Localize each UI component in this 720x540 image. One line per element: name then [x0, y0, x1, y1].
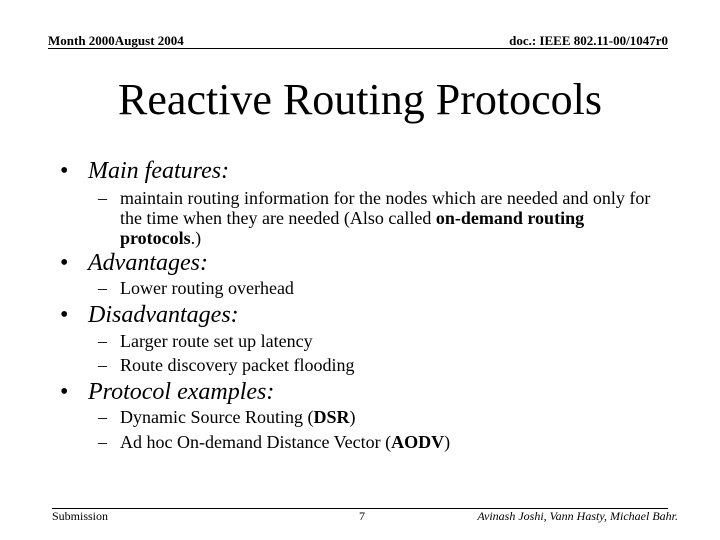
- bullet-main-features: [60, 157, 229, 185]
- sub-item-text: [120, 432, 658, 452]
- sub-item-text: [120, 407, 658, 427]
- bullet-dot-icon: •: [60, 379, 69, 405]
- bullet-heading: Disadvantages:: [88, 302, 239, 328]
- dash-icon: –: [98, 278, 107, 298]
- slide-title: Reactive Routing Protocols: [118, 75, 602, 124]
- sub-item-text-bold: AODV: [391, 432, 445, 452]
- bullet-advantages: [60, 249, 208, 277]
- sub-item-text-plain: Dynamic Source Routing (: [120, 407, 314, 427]
- sub-item-text-bold: DSR: [313, 407, 350, 427]
- sub-item-text-suffix: ): [444, 432, 451, 452]
- sub-item-disadvantages-2: [98, 355, 658, 375]
- header-doc-id: doc.: IEEE 802.11-00/1047r0: [509, 33, 668, 48]
- sub-item-protocol-aodv: [98, 432, 658, 452]
- sub-item-text: Route discovery packet flooding: [120, 355, 355, 375]
- sub-item-text-suffix: .): [190, 228, 202, 248]
- bullet-heading: Advantages:: [88, 250, 208, 276]
- sub-item-text-bold: on-demand routing protocols: [120, 208, 585, 248]
- bullet-dot-icon: •: [60, 302, 69, 328]
- sub-item-text: Larger route set up latency: [120, 331, 313, 351]
- footer-authors: Avinash Joshi, Vann Hasty, Michael Bahr.: [477, 509, 678, 523]
- bullet-disadvantages: [60, 301, 239, 329]
- sub-item-text-plain: maintain routing information for the nodes which are needed and only for the time when they are needed (Also called: [120, 188, 651, 228]
- dash-icon: –: [98, 432, 107, 452]
- bullet-protocol-examples: [60, 378, 274, 406]
- bullet-heading: Protocol examples:: [88, 379, 275, 405]
- bullet-dot-icon: •: [60, 158, 69, 184]
- sub-item-protocol-dsr: [98, 407, 658, 427]
- sub-item-disadvantages-1: [98, 331, 658, 351]
- sub-item-text: [120, 188, 658, 248]
- dash-icon: –: [98, 331, 107, 351]
- footer-submission: Submission: [52, 509, 109, 523]
- bullet-heading: Main features:: [88, 158, 230, 184]
- sub-item-text-suffix: ): [349, 407, 356, 427]
- sub-item-main-features: [98, 188, 658, 248]
- sub-item-advantages: [98, 278, 658, 298]
- footer-page-number: 7: [359, 509, 365, 523]
- bullet-dot-icon: •: [60, 250, 69, 276]
- dash-icon: –: [98, 188, 107, 208]
- sub-item-text: Lower routing overhead: [120, 278, 294, 298]
- dash-icon: –: [98, 407, 107, 427]
- dash-icon: –: [98, 355, 107, 375]
- header-divider: [48, 48, 668, 49]
- header-date: Month 2000August 2004: [48, 33, 184, 48]
- sub-item-text-plain: Ad hoc On-demand Distance Vector (: [120, 432, 392, 452]
